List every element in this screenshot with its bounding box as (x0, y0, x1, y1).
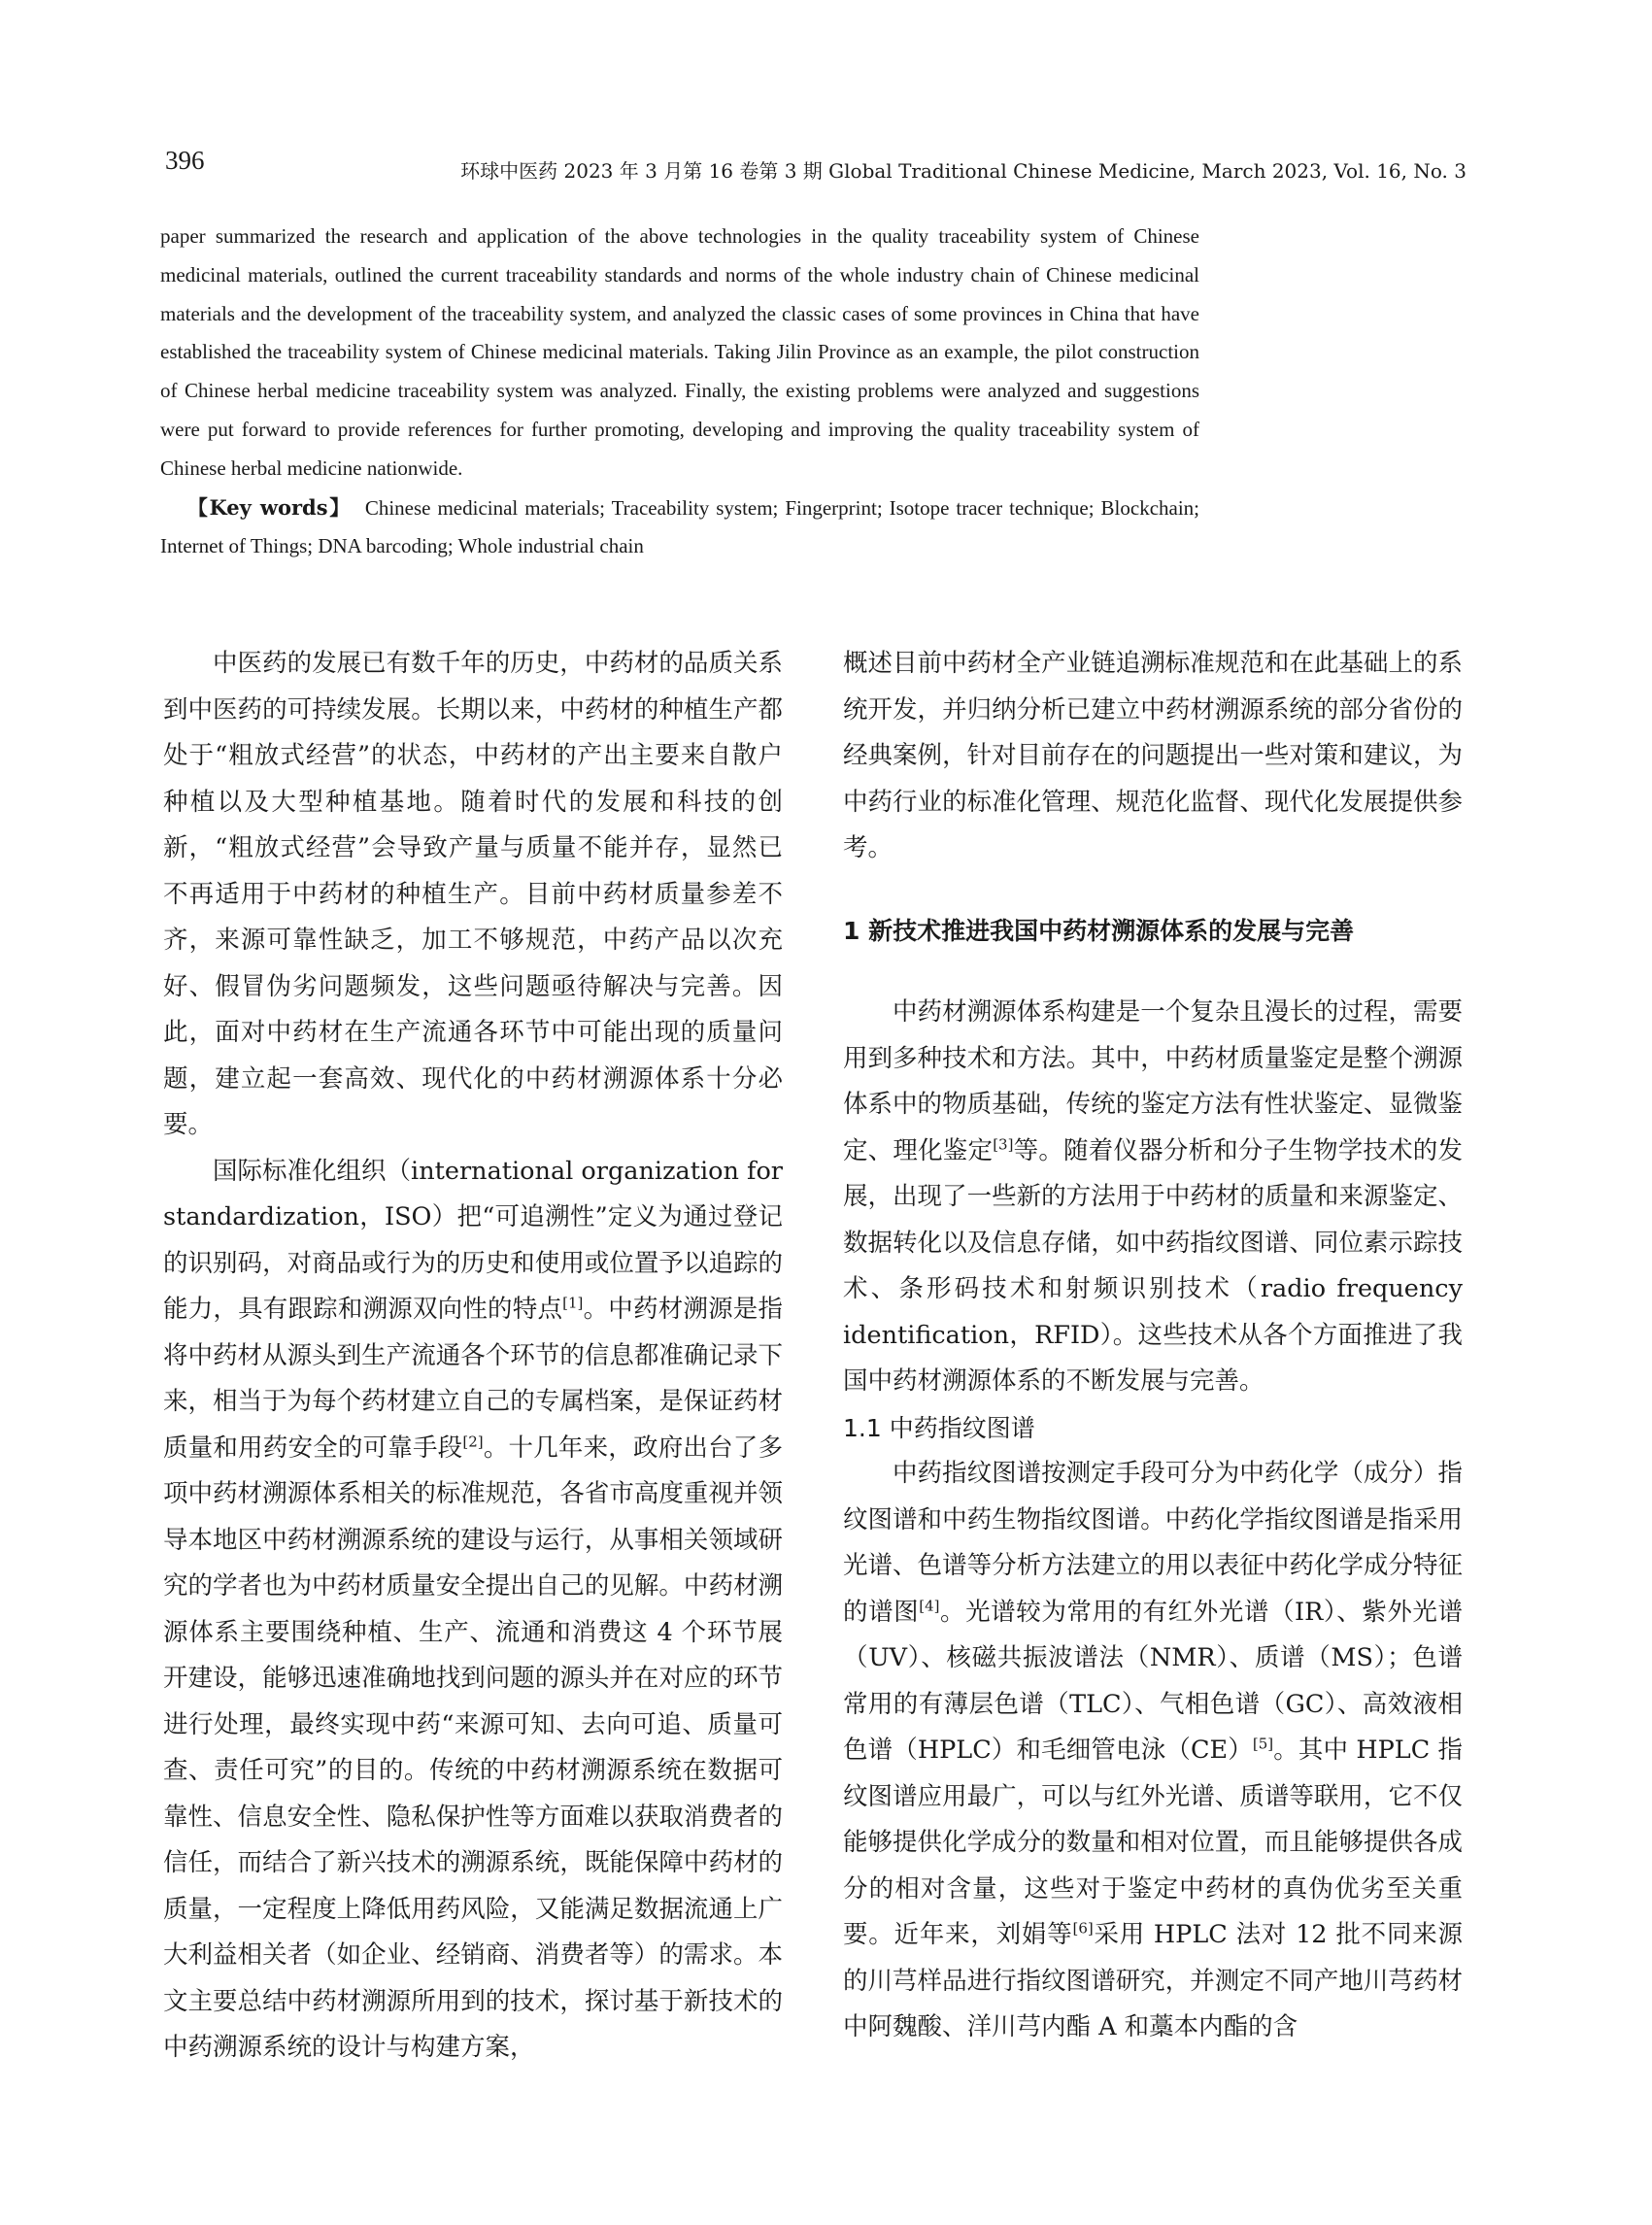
keywords-line (160, 489, 1199, 567)
intro-paragraph-2 (163, 1149, 783, 2072)
right-column (843, 641, 1463, 2051)
subsection-1-1-paragraph (843, 1451, 1463, 2051)
section-1-paragraph (843, 990, 1463, 1405)
page-number: 396 (165, 146, 205, 175)
abstract-text: paper summarized the research and application of the above technologies in the quality traceability system of Chinese medicinal materials, outlined the current traceability standards and norms of the whole industry chain of Chinese medicinal materials and the development of the traceability system, and analyzed the classic cases of some provinces in China that have established the traceability system of Chinese medicinal materials. Taking Jilin Province as an example, the pilot construction of Chinese herbal medicine traceability system was analyzed. Finally, the existing problems were analyzed and suggestions were put forward to provide references for further promoting, developing and improving the quality traceability system of Chinese herbal medicine nationwide. (160, 224, 1199, 480)
keywords-text: Chinese medicinal materials; Traceability system; Fingerprint; Isotope tracer technique; Blockchain; Internet of Things; DNA barcoding; Whole industrial chain (160, 495, 1200, 558)
intro-continuation: 概述目前中药材全产业链追溯标准规范和在此基础上的系统开发，并归纳分析已建立中药材溯源系统的部分省份的经典案例，针对目前存在的问题提出一些对策和建议，为中药行业的标准化管理、规范化监督、现代化发展提供参考。 (843, 649, 1463, 862)
citation-1[interactable]: [1] (562, 1294, 584, 1312)
intro-p2-part-b: 。中药材溯源是指将中药材从源头到生产流通各个环节的信息都准确记录下来，相当于为每个药材建立自己的专属档案，是保证药材质量和用药安全的可靠手段 (163, 1295, 783, 1463)
citation-2[interactable]: [2] (462, 1433, 484, 1450)
citation-6[interactable]: [6] (1072, 1919, 1094, 1938)
citation-5[interactable]: [5] (1252, 1735, 1274, 1753)
sec1-part-a: 中药材溯源体系构建是一个复杂且漫长的过程，需要用到多种技术和方法。其中，中药材质量鉴定是整个溯源体系中的物质基础，传统的鉴定方法有性状鉴定、显微鉴定、理化鉴定 (843, 997, 1463, 1165)
sub-part-a: 中药指纹图谱按测定手段可分为中药化学（成分）指纹图谱和中药生物指纹图谱。中药化学指纹图谱是指采用光谱、色谱等分析方法建立的用以表征中药化学成分特征的谱图 (843, 1459, 1463, 1627)
section-1-heading: 1 新技术推进我国中药材溯源体系的发展与完善 (843, 916, 1355, 945)
sec1-part-b: 等。随着仪器分析和分子生物学技术的发展，出现了一些新的方法用于中药材的质量和来源鉴定、数据转化以及信息存储，如中药指纹图谱、同位素示踪技术、条形码技术和射频识别技术（radio frequency identification，RFID）。这些技术从各个方面推进了我国中药材溯源体系的不断发展与完善。 (843, 1135, 1463, 1396)
citation-3[interactable]: [3] (993, 1135, 1014, 1153)
citation-4[interactable]: [4] (919, 1597, 940, 1614)
english-abstract (160, 218, 1199, 566)
intro-p2-part-a: 国际标准化组织（international organization for standardization，ISO）把“可追溯性”定义为通过登记的识别码，对商品或行为的历史和使用或位置予以追踪的能力，具有跟踪和溯源双向性的特点 (163, 1156, 783, 1324)
journal-running-head: 环球中医药 2023 年 3 月第 16 卷第 3 期 Global Traditional Chinese Medicine, March 2023, Vol. 16, No. 3 (460, 159, 1467, 183)
sub-part-d: 采用 HPLC 法对 12 批不同来源的川芎样品进行指纹图谱研究，并测定不同产地川芎药材中阿魏酸、洋川芎内酯 A 和藁本内酯的含 (843, 1920, 1463, 2041)
intro-p2-part-c: 。十几年来，政府出台了多项中药材溯源体系相关的标准规范，各省市高度重视并领导本地区中药材溯源系统的建设与运行，从事相关领域研究的学者也为中药材质量安全提出自己的见解。中药材溯源体系主要围绕种植、生产、流通和消费这 4 个环节展开建设，能够迅速准确地找到问题的源头并在对应的环节进行处理，最终实现中药“来源可知、去向可追、质量可查、责任可究”的目的。传统的中药材溯源系统在数据可靠性、信息安全性、隐私保护性等方面难以获取消费者的信任，而结合了新兴技术的溯源系统，既能保障中药材的质量，一定程度上降低用药风险，又能满足数据流通上广大利益相关者（如企业、经销商、消费者等）的需求。本文主要总结中药材溯源所用到的技术，探讨基于新技术的中药溯源系统的设计与构建方案， (163, 1433, 783, 2062)
page-header (165, 146, 1467, 188)
subsection-1-1-heading: 1.1 中药指纹图谱 (843, 1413, 1035, 1442)
keywords-label: 【Key words】 (186, 494, 352, 520)
sub-part-b: 。光谱较为常用的有红外光谱（IR）、紫外光谱（UV）、核磁共振波谱法（NMR）、质谱（MS）；色谱常用的有薄层色谱（TLC）、气相色谱（GC）、高效液相色谱（HPLC）和毛细管电泳（CE） (843, 1597, 1463, 1765)
sub-part-c: 。其中 HPLC 指纹图谱应用最广，可以与红外光谱、质谱等联用，它不仅能够提供化学成分的数量和相对位置，而且能够提供各成分的相对含量，这些对于鉴定中药材的真伪优劣至关重要。近年来，刘娟等 (843, 1736, 1463, 1949)
left-column (163, 641, 783, 2072)
intro-paragraph-1: 中医药的发展已有数千年的历史，中药材的品质关系到中医药的可持续发展。长期以来，中药材的种植生产都处于“粗放式经营”的状态，中药材的产出主要来自散户种植以及大型种植基地。随着时代的发展和科技的创新，“粗放式经营”会导致产量与质量不能并存，显然已不再适用于中药材的种植生产。目前中药材质量参差不齐，来源可靠性缺乏，加工不够规范，中药产品以次充好、假冒伪劣问题频发，这些问题亟待解决与完善。因此，面对中药材在生产流通各环节中可能出现的质量问题，建立起一套高效、现代化的中药材溯源体系十分必要。 (163, 649, 783, 1139)
